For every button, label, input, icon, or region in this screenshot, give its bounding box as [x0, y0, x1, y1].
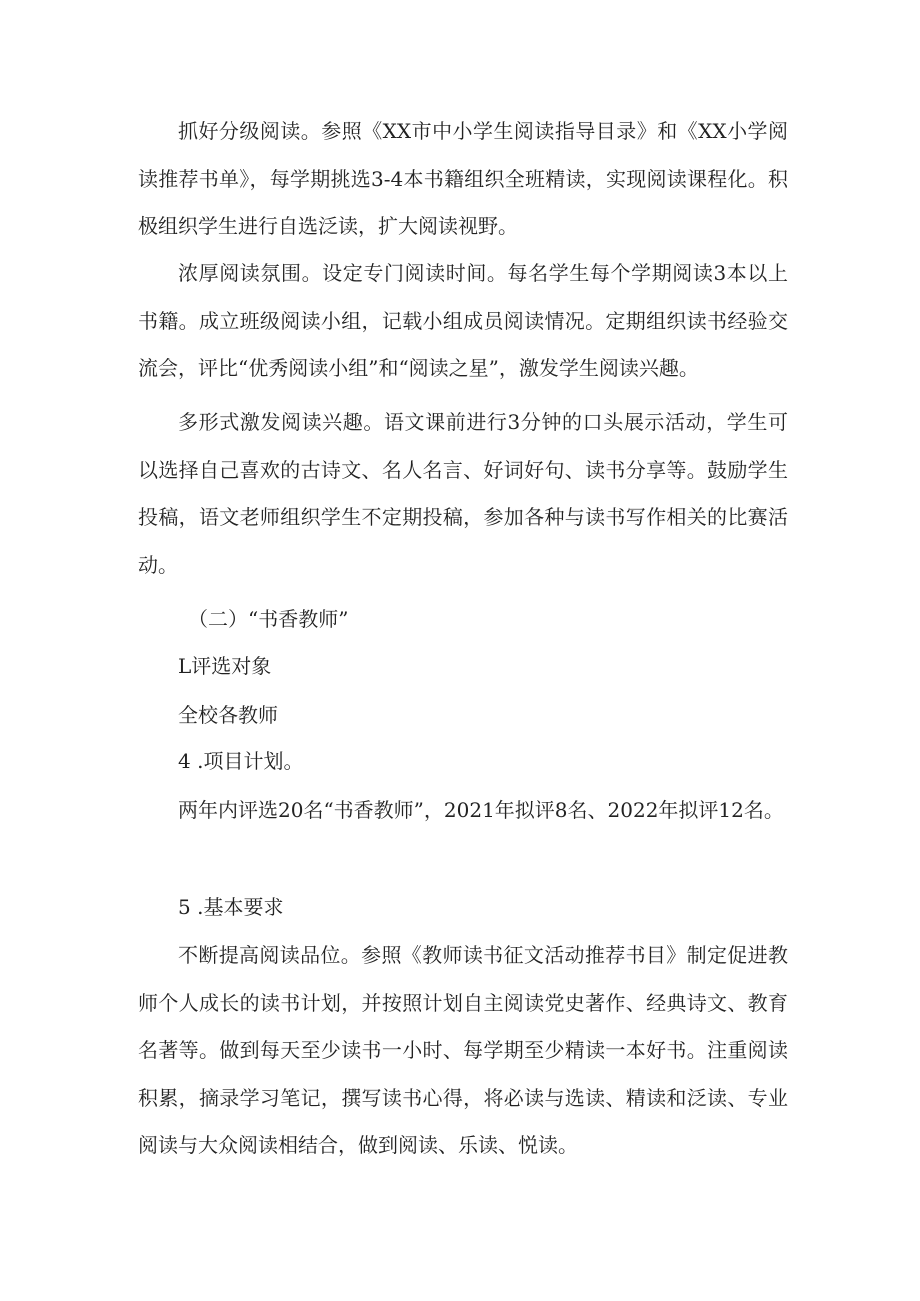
paragraph-reading-interest: 多形式激发阅读兴趣。语文课前进行3分钟的口头展示活动，学生可以选择自己喜欢的古诗文、名人名言、好词好句、读书分享等。鼓励学生投稿，语文老师组织学生不定期投稿，参加各种与读书写作相关的比赛活动。	[138, 410, 788, 577]
item-5-text: 不断提高阅读品位。参照《教师读书征文活动推荐书目》制定促进教师个人成长的读书计划，并按照计划自主阅读党史著作、经典诗文、教育名著等。做到每天至少读书一小时、每学期至少精读一本好书。注重阅读积累，摘录学习笔记，撰写读书心得，将必读与选读、精读和泛读、专业阅读与大众阅读相结合，做到阅读、乐读、悦读。	[138, 943, 788, 1157]
item-5-heading: 5 .基本要求	[178, 895, 284, 919]
paragraph-reading-atmosphere: 浓厚阅读氛围。设定专门阅读时间。每名学生每个学期阅读3本以上书籍。成立班级阅读小组，记载小组成员阅读情况。定期组织读书经验交流会，评比“优秀阅读小组”和“阅读之星”，激发学生阅读兴趣。	[138, 261, 788, 380]
section-heading: （二）“书香教师”	[188, 607, 349, 631]
item-1-text: 全校各教师	[178, 703, 278, 727]
paragraph-graded-reading: 抓好分级阅读。参照《XX市中小学生阅读指导目录》和《XX小学阅读推荐书单》，每学期挑选3-4本书籍组织全班精读，实现阅读课程化。积极组织学生进行自选泛读，扩大阅读视野。	[138, 119, 788, 238]
item-4-heading: 4 .项目计划。	[178, 749, 304, 773]
item-1-heading: L评选对象	[178, 654, 272, 678]
item-4-text: 两年内评选20名“书香教师”，2021年拟评8名、2022年拟评12名。	[178, 798, 784, 822]
